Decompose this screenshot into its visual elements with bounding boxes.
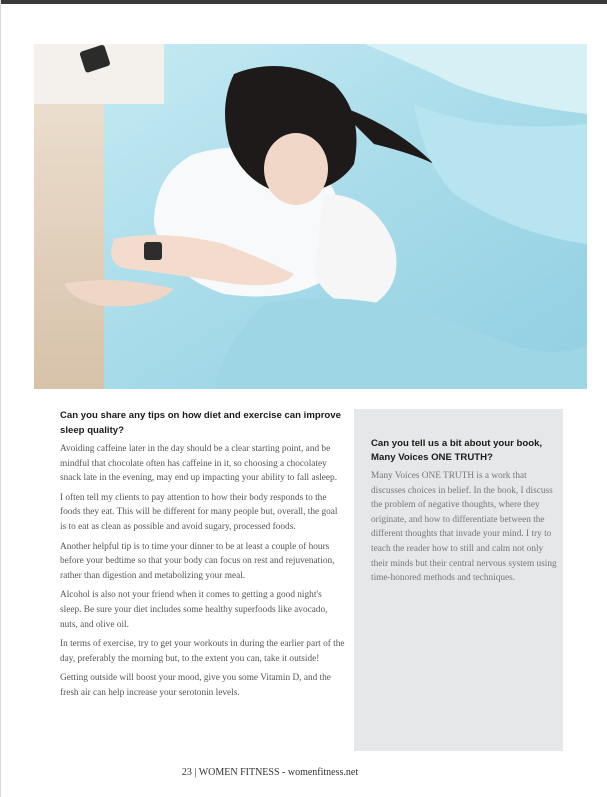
paragraph-outside: Getting outside will boost your mood, give you some Vitamin D, and the fresh air can help increase your serotonin levels. <box>60 673 331 698</box>
paragraph-foods: I often tell my clients to pay attention to how their body responds to the foods they eat. This will be different for many people but, overall, the goal is to eat as clean as possible and avoid sugary, processed foods. <box>60 492 338 532</box>
sleeping-woman-photo <box>34 44 587 389</box>
book-sidebar <box>354 409 563 751</box>
page-edge <box>0 0 1 797</box>
question-diet-exercise: Can you share any tips on how diet and exercise can improve sleep quality? <box>60 410 341 436</box>
question-book: Can you tell us a bit about your book, Many Voices ONE TRUTH? <box>371 438 543 463</box>
book-description: Many Voices ONE TRUTH is a work that discusses choices in belief. In the book, I discuss the problem of negative thoughts, where they originate, and how to differentiate between the different thoughts that invade your mind. I try to teach the reader how to still and calm not only their minds but their central nervous system using time-honored methods and techniques. <box>371 471 557 584</box>
left-column <box>60 409 345 706</box>
page-footer: 23 | WOMEN FITNESS - womenfitness.net <box>181 767 359 778</box>
paragraph-dinner-timing: Another helpful tip is to time your dinner to be at least a couple of hours before your bedtime so that your body can focus on rest and rejuvenation, rather than digestion and metabolizing your meal. <box>60 541 335 581</box>
paragraph-exercise: In terms of exercise, try to get your workouts in during the earlier part of the day, preferably the morning but, to the extent you can, take it outside! <box>60 639 345 664</box>
paragraph-caffeine: Avoiding caffeine later in the day should be a clear starting point, and be mindful that chocolate often has caffeine in it, so choosing a chocolatey snack late in the evening, may end up impacting your ability to fall asleep. <box>60 444 338 484</box>
paragraph-alcohol: Alcohol is also not your friend when it comes to getting a good night's sleep. Be sure your diet includes some healthy superfoods like avocado, nuts, and olive oil. <box>60 590 328 630</box>
top-border <box>0 0 607 4</box>
